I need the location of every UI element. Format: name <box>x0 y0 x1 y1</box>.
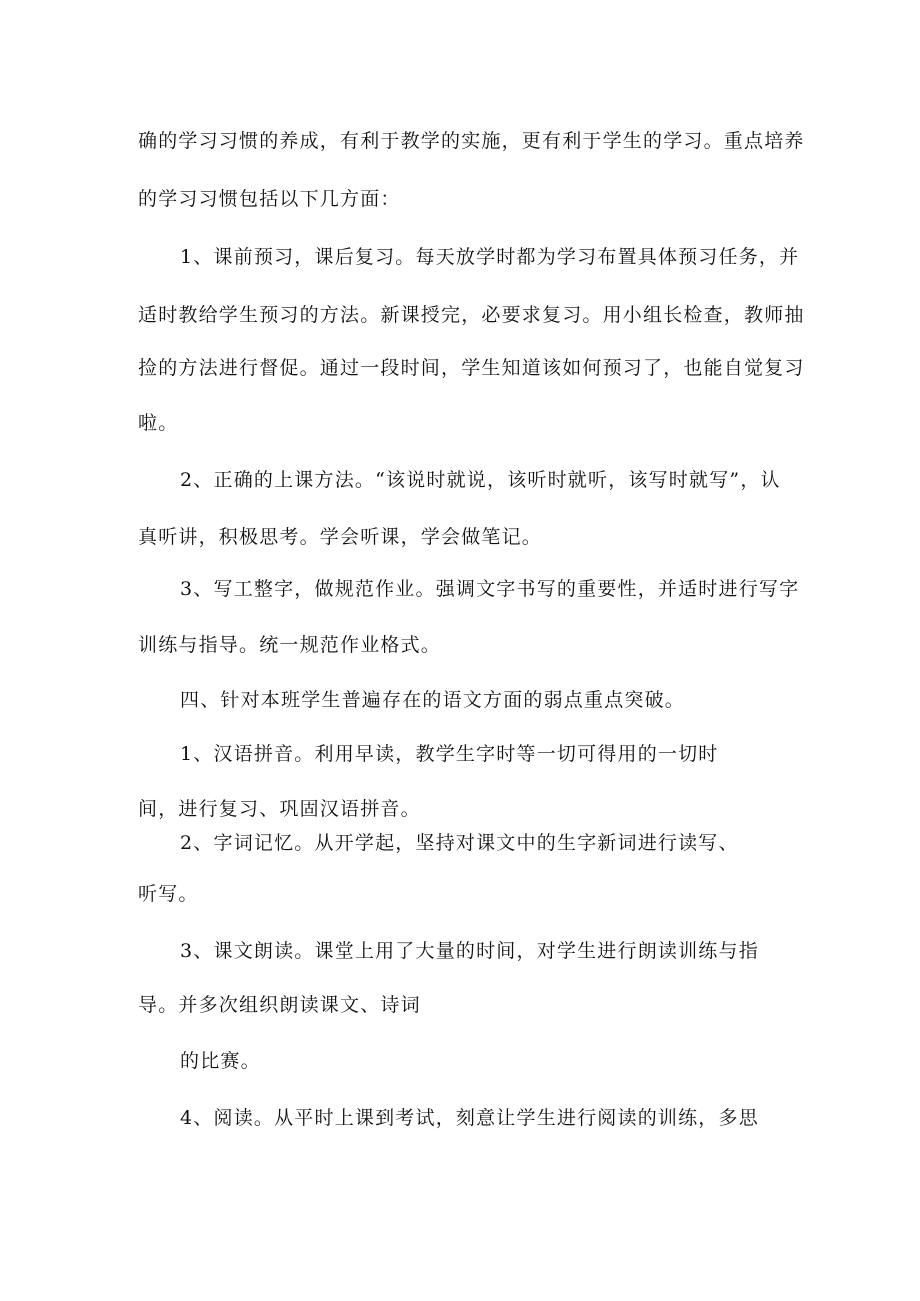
paragraph-line: 听写。 <box>138 883 199 905</box>
paragraph-line: 2、正确的上课方法。“该说时就说，该听时就听，该写时就写”，认 <box>180 469 781 491</box>
paragraph-line: 真听讲，积极思考。学会听课，学会做笔记。 <box>138 526 543 548</box>
paragraph-line: 捡的方法进行督促。通过一段时间，学生知道该如何预习了，也能自觉复习 <box>138 357 805 379</box>
paragraph-line: 适时教给学生预习的方法。新课授完，必要求复习。用小组长检查，教师抽 <box>138 304 805 326</box>
paragraph-line: 4、阅读。从平时上课到考试，刻意让学生进行阅读的训练，多思 <box>180 1107 759 1129</box>
paragraph-line: 2、字词记忆。从开学起，坚持对课文中的生字新词进行读写、 <box>180 832 739 854</box>
paragraph-line: 的比赛。 <box>180 1050 261 1072</box>
paragraph-line: 3、课文朗读。课堂上用了大量的时间，对学生进行朗读训练与指 <box>180 940 759 962</box>
paragraph-line: 导。并多次组织朗读课文、诗词 <box>138 994 421 1016</box>
paragraph-line: 1、课前预习，课后复习。每天放学时都为学习布置具体预习任务，并 <box>180 246 800 268</box>
paragraph-line: 确的学习习惯的养成，有利于教学的实施，更有利于学生的学习。重点培养 <box>138 130 805 152</box>
paragraph-line: 啦。 <box>138 412 179 434</box>
paragraph-line: 3、写工整字，做规范作业。强调文字书写的重要性，并适时进行写字 <box>180 578 800 600</box>
paragraph-line: 1、汉语拼音。利用早读，教学生字时等一切可得用的一切时 <box>180 743 719 765</box>
paragraph-line: 训练与指导。统一规范作业格式。 <box>138 634 442 656</box>
paragraph-line: 间，进行复习、巩固汉语拼音。 <box>138 798 421 820</box>
paragraph-line: 的学习习惯包括以下几方面： <box>138 188 401 210</box>
section-heading: 四、针对本班学生普遍存在的语文方面的弱点重点突破。 <box>180 689 686 711</box>
